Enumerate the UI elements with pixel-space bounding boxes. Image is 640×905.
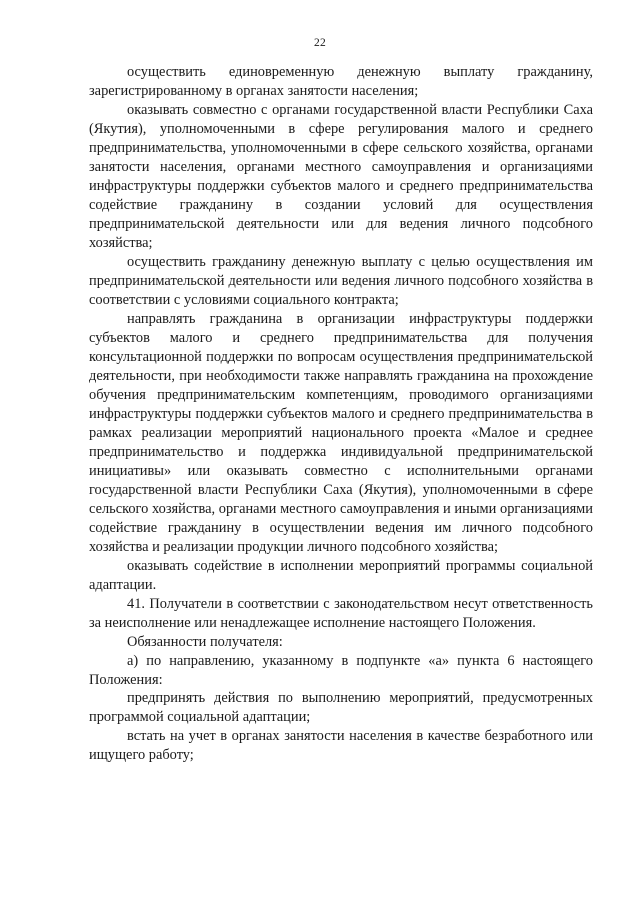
document-body [89, 63, 593, 765]
paragraph-business-payment: осуществить гражданину денежную выплату с целью осуществления им предпринимательской деятельности или ведения личного подсобного хозяйства в соответствии с условиями социального контракта; [89, 253, 593, 308]
paragraph-recipient-duties-heading: Обязанности получателя: [127, 633, 283, 650]
paragraph-subclause-a: а) по направлению, указанному в подпункте «а» пункта 6 настоящего Положения: [89, 652, 593, 688]
paragraph-single-payment: осуществить единовременную денежную выплату гражданину, зарегистрированному в органах занятости населения; [89, 64, 593, 99]
page-number: 22 [314, 37, 326, 49]
paragraph-take-actions: предпринять действия по выполнению мероприятий, предусмотренных программой социальной адаптации; [89, 690, 593, 726]
paragraph-assistance-conditions: оказывать совместно с органами государственной власти Республики Саха (Якутия), уполномоченными в сфере регулирования малого и среднего предпринимательства, уполномоченными в сфере сельского хозяйства, органами занятости населения, органами местного самоуправления и организациями инфраструктуры поддержки субъектов малого и среднего предпринимательства содействие гражданину в создании условий для осуществления предпринимательской деятельности или для ведения личного подсобного хозяйства; [89, 101, 593, 251]
paragraph-clause-41: 41. Получатели в соответствии с законодательством несут ответственность за неисполнение или ненадлежащее исполнение настоящего Положения. [89, 595, 593, 631]
paragraph-referral-support: направлять гражданина в организации инфраструктуры поддержки субъектов малого и среднего предпринимательства для получения консультационной поддержки по вопросам осуществления предпринимательской деятельности, при необходимости также направлять гражданина на прохождение обучения предпринимательским компетенциям, проводимого организациями инфраструктуры поддержки субъектов малого и среднего предпринимательства в рамках реализации мероприятий национального проекта «Малое и среднее предпринимательство и поддержка индивидуальной предпринимательской инициативы» или оказывать совместно с исполнительными органами государственной власти Республики Саха (Якутия), уполномоченными в сфере сельского хозяйства, органами местного самоуправления и иными организациями содействие гражданину в осуществлении ведения им личного подсобного хозяйства и реализации продукции личного подсобного хозяйства; [89, 310, 593, 555]
paragraph-adaptation-assistance: оказывать содействие в исполнении мероприятий программы социальной адаптации. [89, 557, 593, 593]
paragraph-register-employment: встать на учет в органах занятости населения в качестве безработного или ищущего работу; [89, 728, 593, 764]
